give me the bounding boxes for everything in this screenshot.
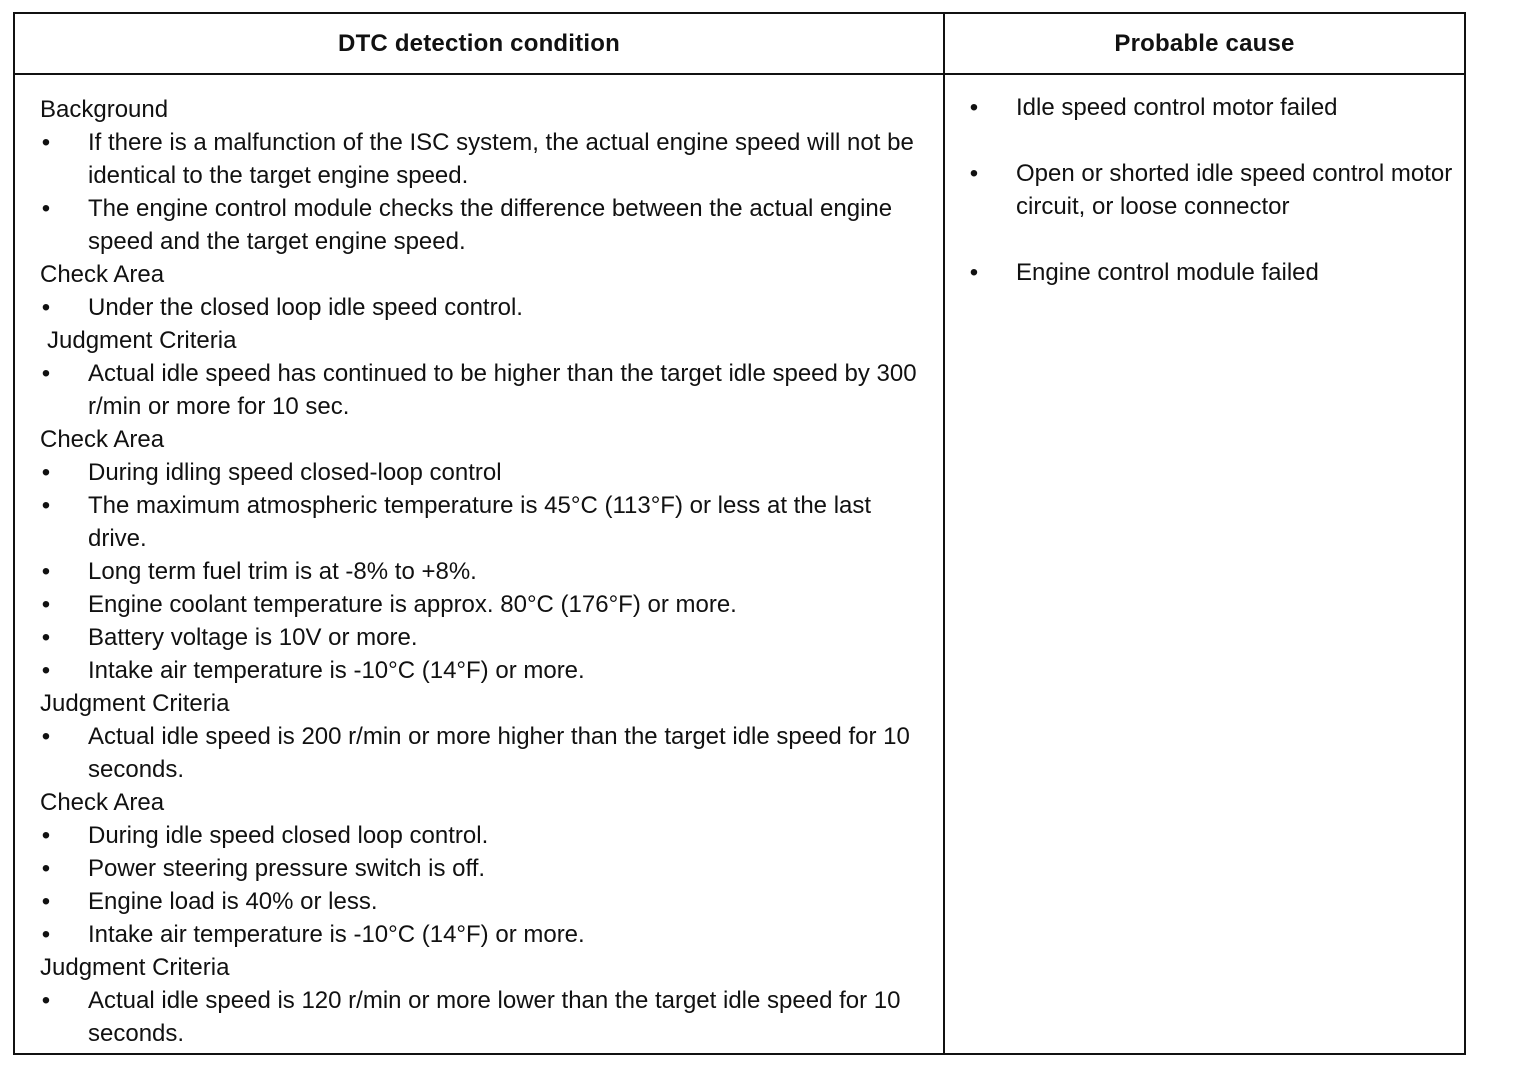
- condition-list-item: [40, 357, 920, 423]
- section-title-judgment-criteria: Judgment Criteria: [40, 954, 230, 981]
- condition-text: Under the closed loop idle speed control.: [88, 294, 523, 321]
- bullet-icon: •: [41, 492, 51, 519]
- bullet-icon: •: [41, 294, 51, 321]
- condition-text: Intake air temperature is -10°C (14°F) or more.: [88, 657, 585, 684]
- bullet-icon: •: [41, 195, 51, 222]
- condition-text: If there is a malfunction of the ISC system, the actual engine speed will not be identical to the target engine speed.: [88, 129, 914, 189]
- condition-list-item: [40, 720, 920, 786]
- section-title-check-area: Check Area: [40, 261, 165, 288]
- condition-text: The maximum atmospheric temperature is 45°C (113°F) or less at the last drive.: [88, 492, 872, 552]
- bullet-icon: •: [41, 591, 51, 618]
- condition-text: Actual idle speed is 120 r/min or more lower than the target idle speed for 10 seconds.: [88, 987, 901, 1047]
- probable-cause-column: [967, 91, 1457, 322]
- condition-text: Battery voltage is 10V or more.: [88, 624, 418, 651]
- bullet-icon: •: [41, 558, 51, 585]
- condition-list-item: [40, 126, 920, 192]
- condition-text: Actual idle speed is 200 r/min or more higher than the target idle speed for 10 seconds.: [88, 723, 910, 783]
- bullet-icon: •: [969, 160, 979, 187]
- condition-list-item: [40, 555, 920, 588]
- dtc-table: [13, 12, 1466, 1055]
- header-rule: [15, 73, 1464, 75]
- bullet-icon: •: [41, 921, 51, 948]
- condition-list-item: [40, 456, 920, 489]
- bullet-icon: •: [41, 855, 51, 882]
- bullet-icon: •: [41, 723, 51, 750]
- section-title-background: Background: [40, 96, 169, 123]
- bullet-icon: •: [41, 459, 51, 486]
- column-divider: [943, 14, 945, 1053]
- condition-text: Intake air temperature is -10°C (14°F) or more.: [88, 921, 585, 948]
- condition-list-item: [40, 885, 920, 918]
- probable-cause-text: Engine control module failed: [1016, 259, 1319, 286]
- condition-text: Engine coolant temperature is approx. 80°C (176°F) or more.: [88, 591, 737, 618]
- condition-list-item: [40, 588, 920, 621]
- condition-list-item: [40, 852, 920, 885]
- condition-list-item: [40, 654, 920, 687]
- condition-list-item: [40, 621, 920, 654]
- condition-text: During idling speed closed-loop control: [88, 459, 502, 486]
- condition-text: Engine load is 40% or less.: [88, 888, 378, 915]
- bullet-icon: •: [41, 129, 51, 156]
- bullet-icon: •: [41, 888, 51, 915]
- probable-cause-item: [967, 157, 1457, 223]
- condition-list-item: [40, 918, 920, 951]
- section-title-check-area: Check Area: [40, 789, 165, 816]
- probable-cause-text: Open or shorted idle speed control motor circuit, or loose connector: [1016, 160, 1453, 220]
- condition-list-item: [40, 192, 920, 258]
- section-title-judgment-criteria: Judgment Criteria: [47, 327, 237, 354]
- bullet-icon: •: [41, 987, 51, 1014]
- bullet-icon: •: [41, 822, 51, 849]
- condition-list-item: [40, 984, 920, 1050]
- section-title-judgment-criteria: Judgment Criteria: [40, 690, 230, 717]
- condition-text: Power steering pressure switch is off.: [88, 855, 486, 882]
- condition-text: The engine control module checks the difference between the actual engine speed and the target engine speed.: [88, 195, 893, 255]
- condition-list-item: [40, 489, 920, 555]
- header-dtc-detection-condition: DTC detection condition: [338, 29, 620, 57]
- bullet-icon: •: [41, 360, 51, 387]
- probable-cause-text: Idle speed control motor failed: [1016, 94, 1338, 121]
- bullet-icon: •: [41, 624, 51, 651]
- header-probable-cause: Probable cause: [1114, 29, 1295, 57]
- condition-list-item: [40, 819, 920, 852]
- bullet-icon: •: [969, 94, 979, 121]
- probable-cause-item: [967, 91, 1457, 124]
- section-title-check-area: Check Area: [40, 426, 165, 453]
- probable-cause-item: [967, 256, 1457, 289]
- condition-text: During idle speed closed loop control.: [88, 822, 489, 849]
- condition-column: [40, 93, 920, 1050]
- bullet-icon: •: [41, 657, 51, 684]
- condition-text: Long term fuel trim is at -8% to +8%.: [88, 558, 477, 585]
- condition-text: Actual idle speed has continued to be higher than the target idle speed by 300 r/min or more for 10 sec.: [88, 360, 917, 420]
- bullet-icon: •: [969, 259, 979, 286]
- condition-list-item: [40, 291, 920, 324]
